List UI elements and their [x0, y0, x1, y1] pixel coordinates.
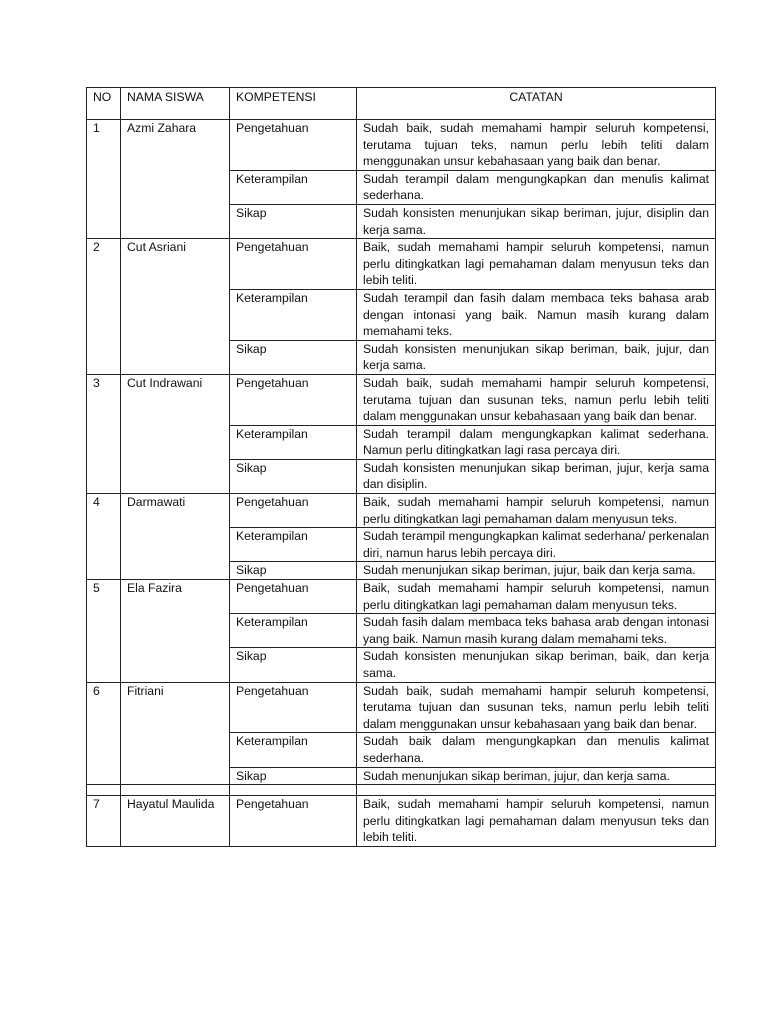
student-number: 7 [87, 796, 121, 847]
header-kompetensi: KOMPETENSI [230, 88, 357, 120]
competency-cell: Pengetahuan [230, 796, 357, 847]
spacer-row [87, 785, 716, 796]
header-catatan: CATATAN [357, 88, 716, 120]
competency-cell: Pengetahuan [230, 580, 357, 614]
note-cell: Sudah terampil dan fasih dalam membaca teks bahasa arab dengan intonasi yang baik. Namun masih kurang dalam memahami teks. [357, 289, 716, 340]
competency-cell: Keterampilan [230, 733, 357, 767]
student-name: Fitriani [121, 682, 230, 785]
student-number: 5 [87, 580, 121, 683]
competency-cell: Sikap [230, 459, 357, 493]
student-number: 6 [87, 682, 121, 785]
note-cell: Sudah konsisten menunjukan sikap beriman, jujur, disiplin dan kerja sama. [357, 204, 716, 238]
note-cell: Sudah baik dalam mengungkapkan dan menulis kalimat sederhana. [357, 733, 716, 767]
competency-cell: Pengetahuan [230, 374, 357, 425]
student-name: Ela Fazira [121, 580, 230, 683]
competency-cell: Keterampilan [230, 528, 357, 562]
student-name: Hayatul Maulida [121, 796, 230, 847]
competency-cell: Sikap [230, 340, 357, 374]
competency-cell: Pengetahuan [230, 239, 357, 290]
table-row [87, 120, 716, 171]
table-row [87, 682, 716, 733]
table-row [87, 580, 716, 614]
competency-cell: Sikap [230, 648, 357, 682]
note-cell: Sudah konsisten menunjukan sikap beriman, jujur, kerja sama dan disiplin. [357, 459, 716, 493]
note-cell: Sudah menunjukan sikap beriman, jujur, baik dan kerja sama. [357, 562, 716, 580]
student-number: 4 [87, 494, 121, 580]
header-row [87, 88, 716, 120]
table-row [87, 239, 716, 290]
note-cell: Baik, sudah memahami hampir seluruh kompetensi, namun perlu ditingkatkan lagi pemahaman dalam menyusun teks dan lebih teliti. [357, 796, 716, 847]
note-cell: Sudah menunjukan sikap beriman, jujur, dan kerja sama. [357, 767, 716, 785]
table-body [87, 120, 716, 847]
student-name: Cut Indrawani [121, 374, 230, 493]
note-cell: Sudah fasih dalam membaca teks bahasa arab dengan intonasi yang baik. Namun masih kurang dalam memahami teks. [357, 614, 716, 648]
competency-cell: Keterampilan [230, 614, 357, 648]
competency-cell: Sikap [230, 767, 357, 785]
note-cell: Sudah baik, sudah memahami hampir seluruh kompetensi, terutama tujuan teks, namun perlu lebih teliti dalam menggunakan unsur kebahasaan yang baik dan benar. [357, 120, 716, 171]
header-nama-siswa: NAMA SISWA [121, 88, 230, 120]
spacer-cell [87, 785, 121, 796]
competency-cell: Keterampilan [230, 170, 357, 204]
competency-cell: Pengetahuan [230, 120, 357, 171]
header-no: NO [87, 88, 121, 120]
table-row [87, 796, 716, 847]
competency-cell: Keterampilan [230, 425, 357, 459]
table-row [87, 374, 716, 425]
note-cell: Sudah terampil mengungkapkan kalimat sederhana/ perkenalan diri, namun harus lebih percaya diri. [357, 528, 716, 562]
competency-cell: Pengetahuan [230, 682, 357, 733]
competency-cell: Sikap [230, 204, 357, 238]
note-cell: Sudah konsisten menunjukan sikap beriman, baik, dan kerja sama. [357, 648, 716, 682]
note-cell: Baik, sudah memahami hampir seluruh kompetensi, namun perlu ditingkatkan lagi pemahaman dalam menyusun teks. [357, 494, 716, 528]
student-number: 2 [87, 239, 121, 375]
note-cell: Baik, sudah memahami hampir seluruh kompetensi, namun perlu ditingkatkan lagi pemahaman dalam menyusun teks dan lebih teliti. [357, 239, 716, 290]
spacer-cell [357, 785, 716, 796]
note-cell: Baik, sudah memahami hampir seluruh kompetensi, namun perlu ditingkatkan lagi pemahaman dalam menyusun teks. [357, 580, 716, 614]
note-cell: Sudah baik, sudah memahami hampir seluruh kompetensi, terutama tujuan dan susunan teks, namun perlu lebih teliti dalam menggunakan unsur kebahasaan yang baik dan benar. [357, 374, 716, 425]
student-notes-table [86, 87, 716, 847]
table-row [87, 494, 716, 528]
note-cell: Sudah konsisten menunjukan sikap beriman, baik, jujur, dan kerja sama. [357, 340, 716, 374]
student-name: Azmi Zahara [121, 120, 230, 239]
spacer-cell [121, 785, 230, 796]
note-cell: Sudah terampil dalam mengungkapkan dan menulis kalimat sederhana. [357, 170, 716, 204]
student-name: Cut Asriani [121, 239, 230, 375]
note-cell: Sudah baik, sudah memahami hampir seluruh kompetensi, terutama tujuan dan susunan teks, namun perlu lebih teliti dalam menggunakan unsur kebahasaan yang baik dan benar. [357, 682, 716, 733]
student-number: 3 [87, 374, 121, 493]
competency-cell: Keterampilan [230, 289, 357, 340]
note-cell: Sudah terampil dalam mengungkapkan kalimat sederhana. Namun perlu ditingkatkan lagi rasa percaya diri. [357, 425, 716, 459]
spacer-cell [230, 785, 357, 796]
student-name: Darmawati [121, 494, 230, 580]
competency-cell: Pengetahuan [230, 494, 357, 528]
competency-cell: Sikap [230, 562, 357, 580]
student-number: 1 [87, 120, 121, 239]
